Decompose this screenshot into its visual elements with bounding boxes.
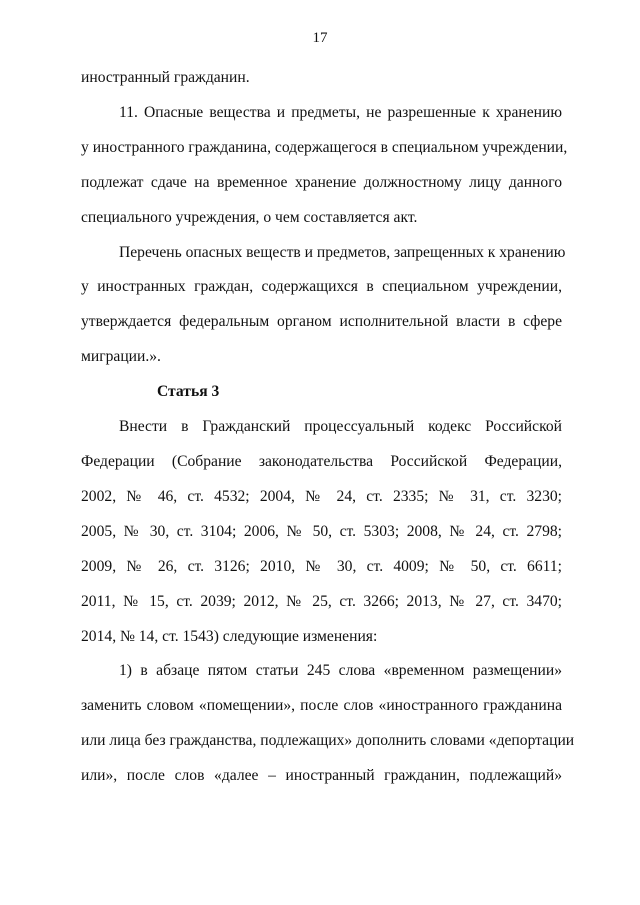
text-line: Статья 3 [157,383,220,401]
paragraph [81,96,568,236]
text-line: заменить словом «помещении», после слов «иностранного гражданина [81,697,562,715]
text-line: миграции.». [81,348,161,366]
text-line: у иностранных граждан, содержащихся в специальном учреждении, [81,278,562,296]
text-line: 2011, № 15, ст. 2039; 2012, № 25, ст. 3266; 2013, № 27, ст. 3470; [81,592,562,610]
text-line: 11. Опасные вещества и предметы, не разрешенные к хранению [119,103,562,121]
paragraph [81,236,566,376]
text-line: 2005, № 30, ст. 3104; 2006, № 50, ст. 5303; 2008, № 24, ст. 2798; [81,522,562,540]
paragraph [81,410,562,654]
paragraph [81,654,575,794]
article-heading [81,375,562,410]
text-line: Перечень опасных веществ и предметов, запрещенных к хранению [119,243,566,261]
text-line: специального учреждения, о чем составляется акт. [81,208,418,226]
document-body [81,61,575,794]
text-line: иностранный гражданин. [81,69,250,86]
paragraph [81,61,562,96]
text-line: у иностранного гражданина, содержащегося в специальном учреждении, [81,138,568,156]
page-number: 17 [312,30,328,46]
text-line: или», после слов «далее – иностранный гражданин, подлежащий» [81,767,562,785]
text-line: 1) в абзаце пятом статьи 245 слова «временном размещении» [119,662,562,680]
text-line: 2009, № 26, ст. 3126; 2010, № 30, ст. 4009; № 50, ст. 6611; [81,557,562,575]
text-line: 2014, № 14, ст. 1543) следующие изменения: [81,627,378,645]
text-line: утверждается федеральным органом исполнительной власти в сфере [81,313,562,331]
text-line: Внести в Гражданский процессуальный кодекс Российской [119,418,562,436]
text-line: 2002, № 46, ст. 4532; 2004, № 24, ст. 2335; № 31, ст. 3230; [81,487,562,505]
text-line: подлежат сдаче на временное хранение должностному лицу данного [81,173,562,191]
text-line: или лица без гражданства, подлежащих» дополнить словами «депортации [81,732,575,750]
text-line: Федерации (Собрание законодательства Российской Федерации, [81,452,562,470]
